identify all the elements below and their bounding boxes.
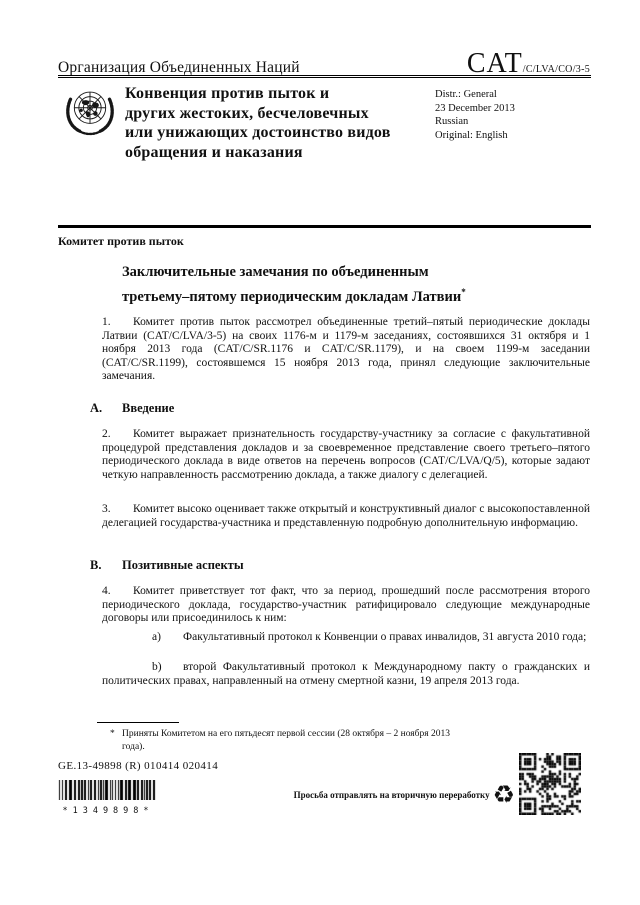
section-heading-a — [90, 401, 174, 416]
section-letter: B. — [90, 558, 102, 572]
subparagraph-text: второй Факультативный протокол к Международному пакту о гражданских и политических правах, направленный на отмену смертной казни, 19 апреля 2013 года. — [102, 661, 590, 687]
title-footnote-marker: * — [461, 287, 466, 297]
footnote-marker: * — [110, 729, 115, 739]
section-title: Введение — [122, 401, 175, 415]
convention-title-line: обращения и наказания — [125, 143, 303, 161]
language-line: Russian — [435, 116, 469, 127]
footnote-divider — [97, 722, 179, 723]
document-title-text: Заключительные замечания по объединенным третьему–пятому периодическим докладам Латвии — [122, 264, 462, 305]
document-symbol-suffix: /C/LVA/CO/3-5 — [522, 64, 590, 75]
paragraph-number: 4. — [102, 585, 111, 597]
paragraph-text: Комитет выражает признательность государству-участнику за согласие с факультативной процедурой представления докладов и за своевременное представление своего третьего–пятого периодического доклада в виде ответов на перечень вопросов (CAT/C/LVA/Q/5), которые задают четкую направленность рассмотрению доклада, а также диалогу с делегацией. — [102, 428, 590, 481]
original-language-line: Original: English — [435, 129, 508, 141]
recycle-notice — [240, 782, 515, 807]
section-heading-b — [90, 558, 244, 573]
subparagraph-text: Факультативный протокол к Конвенции о правах инвалидов, 31 августа 2010 года; — [183, 631, 587, 643]
barcode-image — [58, 780, 158, 816]
footnote-text: Приняты Комитетом на его пятьдесят первой сессии (28 октября – 2 ноября 2013 года). — [122, 729, 450, 752]
distribution-block — [435, 88, 585, 142]
recycle-text: Просьба отправлять на вторичную переработку — [293, 789, 490, 800]
header-divider — [58, 75, 591, 78]
paragraph-number: 2. — [102, 428, 111, 440]
un-emblem-icon — [61, 84, 119, 141]
barcode-text: *1349898* — [62, 806, 154, 816]
convention-title-line: Конвенция против пыток и — [125, 85, 330, 102]
section-title: Позитивные аспекты — [122, 558, 244, 572]
organization-name: Организация Объединенных Наций — [58, 59, 300, 76]
footnote — [110, 728, 455, 753]
convention-title — [125, 84, 430, 162]
ge-reference-number: GE.13-49898 (R) 010414 020414 — [58, 760, 219, 772]
distr-line: Distr.: General — [435, 89, 497, 100]
paragraph-text: Комитет высоко оценивает также открытый и конструктивный диалог с высокопоставленной делегацией государства-участника и представленную подробную дополнительную информацию. — [102, 503, 590, 529]
subparagraph-a — [102, 631, 590, 645]
paragraph-text: Комитет против пыток рассмотрел объединенные третий–пятый периодические доклады Латвии (CAT/C/LVA/3-5) на своих 1176-м и 1179-м заседаниях, состоявшихся 31 октября и 1 ноября 2013 года (CAT/C/SR.1176 и CAT/C/SR.1179), и на своем 1199-м заседании (CAT/C/SR.1199), состоявшемся 15 ноября 2013 года, принял следующие заключительные замечания. — [102, 316, 590, 383]
subparagraph-letter: a) — [152, 631, 161, 643]
paragraph-number: 1. — [102, 316, 111, 328]
convention-title-line: или унижающих достоинство видов — [125, 124, 391, 141]
paragraph-1 — [102, 316, 590, 384]
qr-code-image — [519, 753, 581, 815]
paragraph-4 — [102, 585, 590, 626]
convention-title-line: других жестоких, бесчеловечных — [125, 104, 369, 122]
committee-name: Комитет против пыток — [58, 234, 184, 248]
barcode-bars — [58, 780, 158, 800]
date-line: 23 December 2013 — [435, 102, 515, 114]
paragraph-3 — [102, 503, 590, 530]
paragraph-text: Комитет приветствует тот факт, что за период, прошедший после рассмотрения второго периодического доклада, государство-участник ратифицировало следующие международные договоры или присоединилось к ним: — [102, 585, 590, 625]
subparagraph-letter: b) — [152, 661, 162, 673]
document-symbol-main: CAT — [466, 48, 523, 79]
masthead-divider — [58, 225, 591, 228]
section-letter: A. — [90, 401, 103, 415]
document-title — [122, 262, 477, 307]
paragraph-2 — [102, 428, 590, 482]
subparagraph-b — [102, 661, 590, 688]
recycle-icon: ♻ — [492, 780, 515, 809]
paragraph-number: 3. — [102, 503, 111, 515]
